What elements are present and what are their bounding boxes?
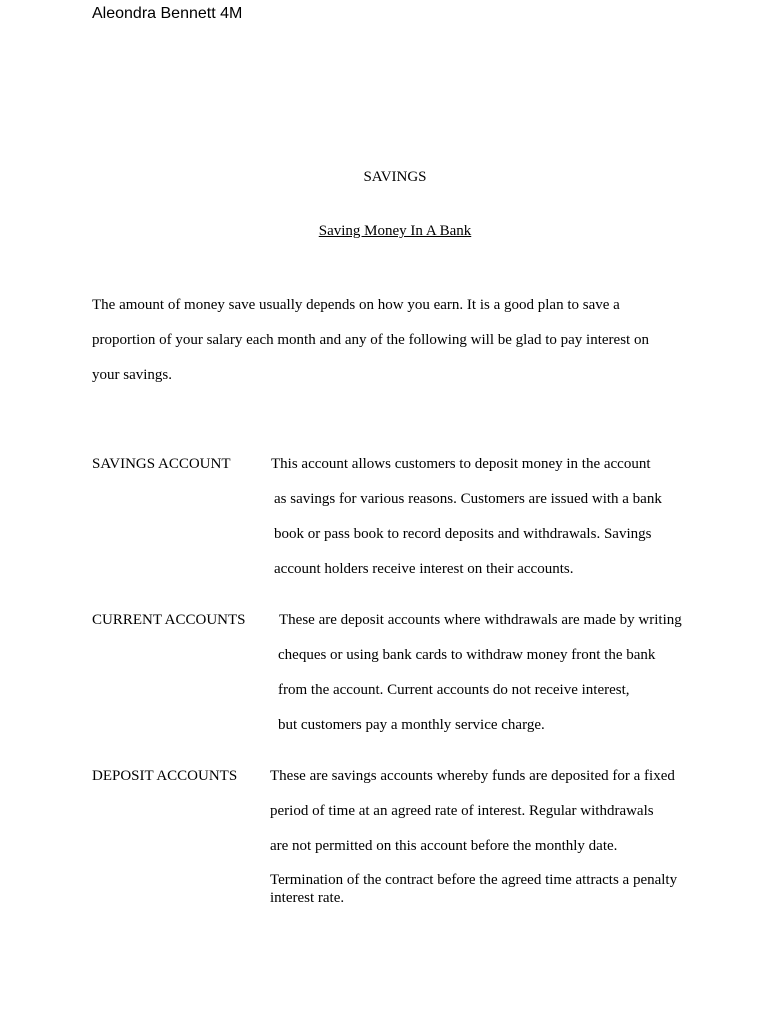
page-title: SAVINGS bbox=[363, 169, 427, 185]
definition-line: as savings for various reasons. Customers are issued with a bank bbox=[274, 491, 662, 507]
intro-line: your savings. bbox=[92, 367, 172, 383]
definition-line: are not permitted on this account before the monthly date. bbox=[270, 838, 618, 854]
definition-line: but customers pay a monthly service charge. bbox=[278, 717, 545, 733]
author-name: Aleondra Bennett 4M bbox=[92, 5, 243, 22]
intro-line: The amount of money save usually depends on how you earn. It is a good plan to save a bbox=[92, 297, 620, 313]
page-subtitle: Saving Money In A Bank bbox=[318, 223, 472, 239]
definition-line: from the account. Current accounts do not receive interest, bbox=[278, 682, 630, 698]
definition-line: interest rate. bbox=[270, 890, 345, 906]
definition-line: book or pass book to record deposits and withdrawals. Savings bbox=[274, 526, 652, 542]
definition-line: These are deposit accounts where withdrawals are made by writing bbox=[279, 612, 682, 628]
definition-line: cheques or using bank cards to withdraw money front the bank bbox=[278, 647, 656, 663]
definition-line: period of time at an agreed rate of interest. Regular withdrawals bbox=[270, 803, 654, 819]
intro-line: proportion of your salary each month and any of the following will be glad to pay interest on bbox=[92, 332, 649, 348]
definition-line: This account allows customers to deposit money in the account bbox=[271, 456, 651, 472]
definition-term: SAVINGS ACCOUNT bbox=[92, 456, 231, 472]
definition-term: CURRENT ACCOUNTS bbox=[92, 612, 246, 628]
definition-line: Termination of the contract before the agreed time attracts a penalty bbox=[270, 872, 678, 888]
definition-line: These are savings accounts whereby funds are deposited for a fixed bbox=[270, 768, 675, 784]
definition-line: account holders receive interest on their accounts. bbox=[274, 561, 574, 577]
definition-term: DEPOSIT ACCOUNTS bbox=[92, 768, 238, 784]
